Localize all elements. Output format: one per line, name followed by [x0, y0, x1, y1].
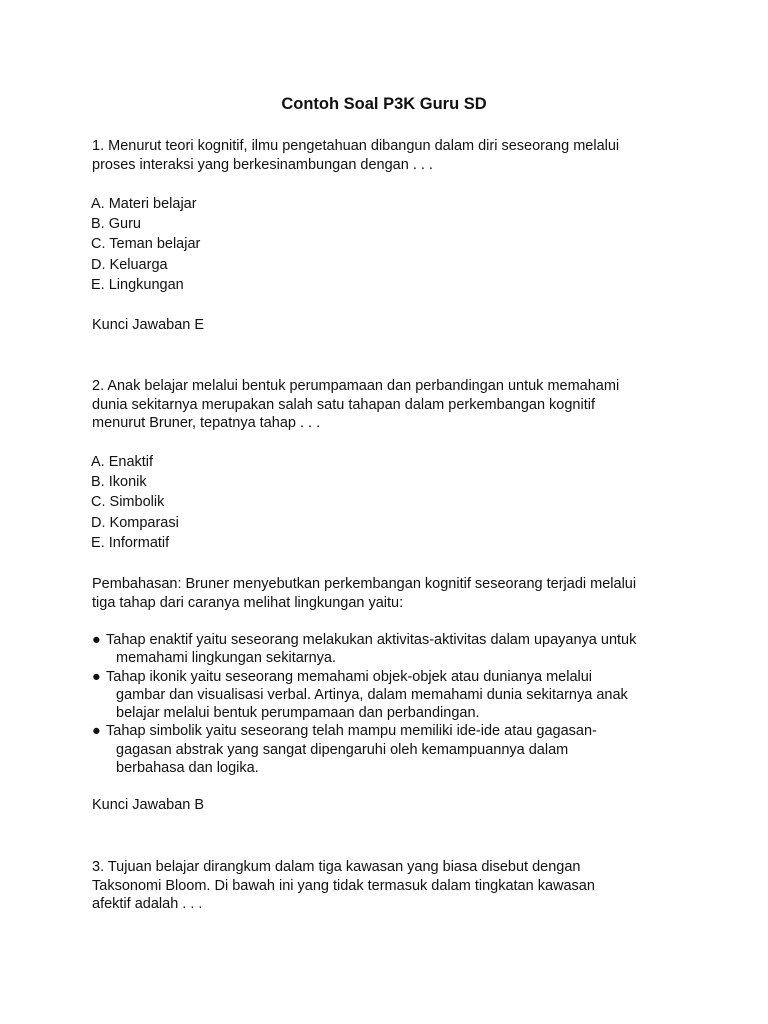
question-1	[92, 137, 692, 174]
question-1-options	[91, 194, 200, 295]
option-item: D. Komparasi	[91, 514, 179, 531]
question-3-line: 3. Tujuan belajar dirangkum dalam tiga kawasan yang biasa disebut dengan	[92, 859, 581, 875]
explanation	[92, 575, 692, 612]
bullet-line: gagasan abstrak yang sangat dipengaruhi oleh kemampuannya dalam	[116, 741, 569, 758]
bullet-line: berbahasa dan logika.	[116, 760, 259, 777]
option-item: B. Ikonik	[91, 474, 147, 491]
option-item: C. Teman belajar	[91, 236, 201, 253]
option-item: A. Materi belajar	[91, 196, 197, 212]
bullet-item	[92, 668, 692, 723]
option-item: C. Simbolik	[91, 494, 165, 511]
bullet-icon: ●	[92, 632, 101, 648]
answer-key-2: Kunci Jawaban B	[92, 797, 205, 813]
bullet-line: Tahap enaktif yaitu seseorang melakukan aktivitas-aktivitas dalam upayanya untuk	[106, 632, 637, 648]
bullet-line: belajar melalui bentuk perumpamaan dan perbandingan.	[116, 705, 480, 722]
bullet-icon: ●	[92, 723, 101, 740]
explanation-line: Pembahasan: Bruner menyebutkan perkembangan kognitif seseorang terjadi melalui	[92, 576, 637, 592]
bullet-icon: ●	[92, 668, 101, 685]
question-3-line: afektif adalah . . .	[92, 896, 203, 912]
bullet-item	[92, 722, 692, 777]
bullet-line: Tahap ikonik yaitu seseorang memahami objek-objek atau dunianya melalui	[106, 668, 593, 685]
bullet-line: gambar dan visualisasi verbal. Artinya, dalam memahami dunia sekitarnya anak	[116, 686, 628, 703]
option-item: B. Guru	[91, 216, 141, 233]
question-2	[92, 377, 692, 433]
question-2-line: dunia sekitarnya merupakan salah satu tahapan dalam perkembangan kognitif	[92, 396, 595, 413]
question-2-line: 2. Anak belajar melalui bentuk perumpamaan dan perbandingan untuk memahami	[92, 378, 620, 394]
question-3	[92, 858, 692, 914]
bullet-item	[92, 631, 692, 668]
document-title: Contoh Soal P3K Guru SD	[281, 95, 487, 113]
question-1-line: 1. Menurut teori kognitif, ilmu pengetahuan dibangun dalam diri seseorang melalui	[92, 138, 620, 154]
answer-key-1: Kunci Jawaban E	[92, 317, 205, 333]
option-item: E. Lingkungan	[91, 276, 184, 293]
option-item: A. Enaktif	[91, 454, 154, 470]
question-2-options	[91, 452, 179, 553]
question-2-line: menurut Bruner, tepatnya tahap . . .	[92, 415, 321, 431]
explanation-line: tiga tahap dari caranya melihat lingkungan yaitu:	[92, 594, 404, 611]
option-item: D. Keluarga	[91, 256, 168, 273]
bullet-line: memahami lingkungan sekitarnya.	[116, 650, 337, 667]
question-3-line: Taksonomi Bloom. Di bawah ini yang tidak termasuk dalam tingkatan kawasan	[92, 877, 595, 894]
question-1-line: proses interaksi yang berkesinambungan dengan . . .	[92, 156, 433, 173]
option-item: E. Informatif	[91, 534, 170, 551]
explanation-bullet-list	[92, 631, 692, 777]
bullet-line: Tahap simbolik yaitu seseorang telah mampu memiliki ide-ide atau gagasan-	[106, 723, 597, 740]
